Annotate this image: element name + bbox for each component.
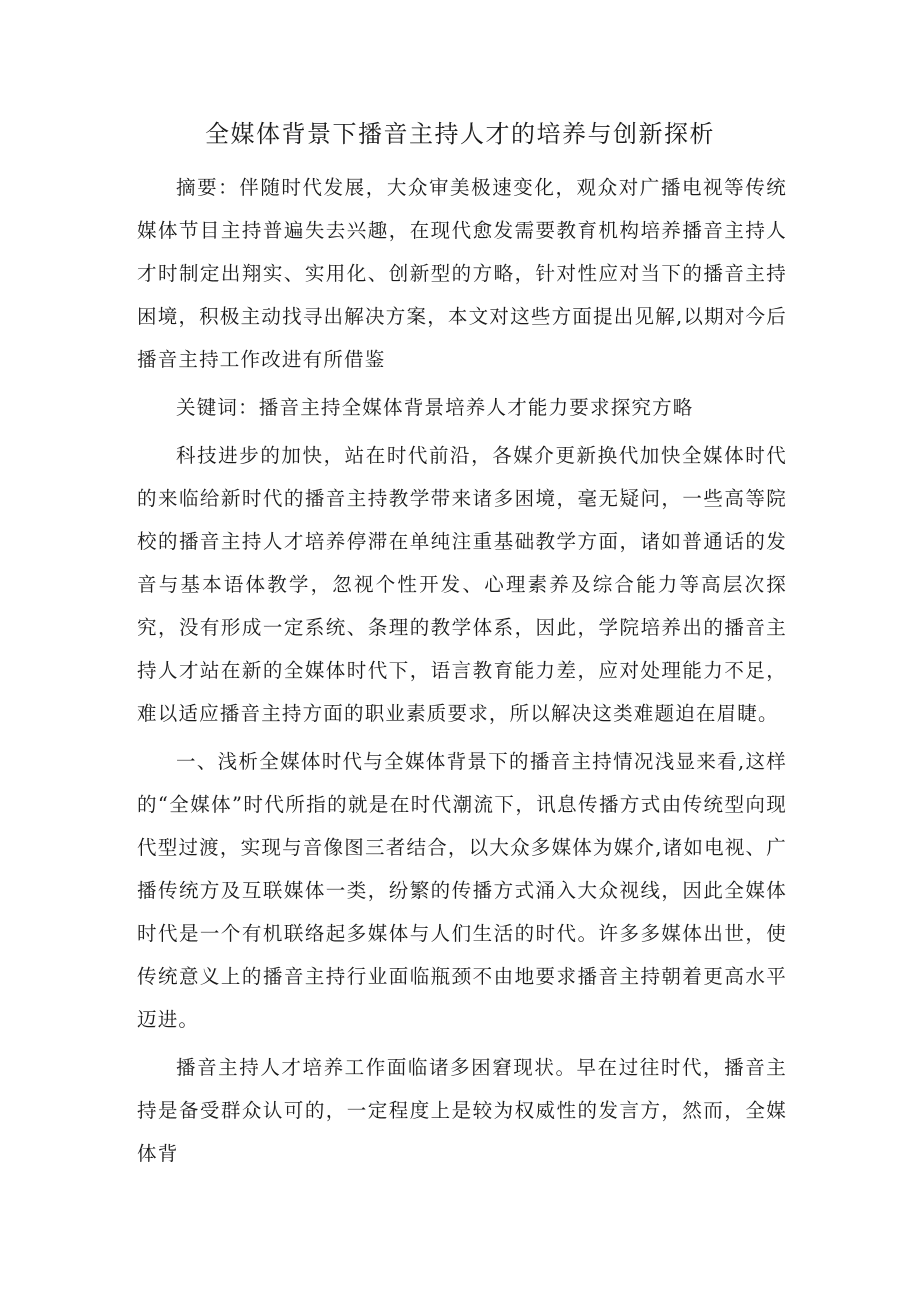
document-body (137, 166, 787, 1180)
document-title: 全媒体背景下播音主持人才的培养与创新探析 (205, 120, 715, 148)
body-paragraph-3: 播音主持人才培养工作面临诸多困窘现状。早在过往时代，播音主持是备受群众认可的，一定程度上是较为权威性的发言方，然而，全媒体背 (137, 1056, 787, 1165)
abstract-paragraph: 摘要：伴随时代发展，大众审美极速变化，观众对广播电视等传统媒体节目主持普遍失去兴趣，在现代愈发需要教育机构培养播音主持人才时制定出翔实、实用化、创新型的方略，针对性应对当下的播音主持困境，积极主动找寻出解决方案，本文对这些方面提出见解,以期对今后播音主持工作改进有所借鉴 (137, 176, 787, 371)
keywords-paragraph: 关键词：播音主持全媒体背景培养人才能力要求探究方略 (176, 396, 694, 419)
body-paragraph-1: 科技进步的加快，站在时代前沿，各媒介更新换代加快全媒体时代的来临给新时代的播音主持教学带来诸多困境，毫无疑问，一些高等院校的播音主持人才培养停滞在单纯注重基础教学方面，诸如普通话的发音与基本语体教学，忽视个性开发、心理素养及综合能力等高层次探究，没有形成一定系统、条理的教学体系，因此，学院培养出的播音主持人才站在新的全媒体时代下，语言教育能力差，应对处理能力不足，难以适应播音主持方面的职业素质要求，所以解决这类难题迫在眉睫。 (137, 444, 787, 725)
body-paragraph-2: 一、浅析全媒体时代与全媒体背景下的播音主持情况浅显来看,这样的“全媒体”时代所指的就是在时代潮流下，讯息传播方式由传统型向现代型过渡，实现与音像图三者结合，以大众多媒体为媒介,诸如电视、广播传统方及互联媒体一类，纷繁的传播方式涌入大众视线，因此全媒体时代是一个有机联络起多媒体与人们生活的时代。许多多媒体出世，使传统意义上的播音主持行业面临瓶颈不由地要求播音主持朝着更高水平迈进。 (137, 750, 787, 1031)
